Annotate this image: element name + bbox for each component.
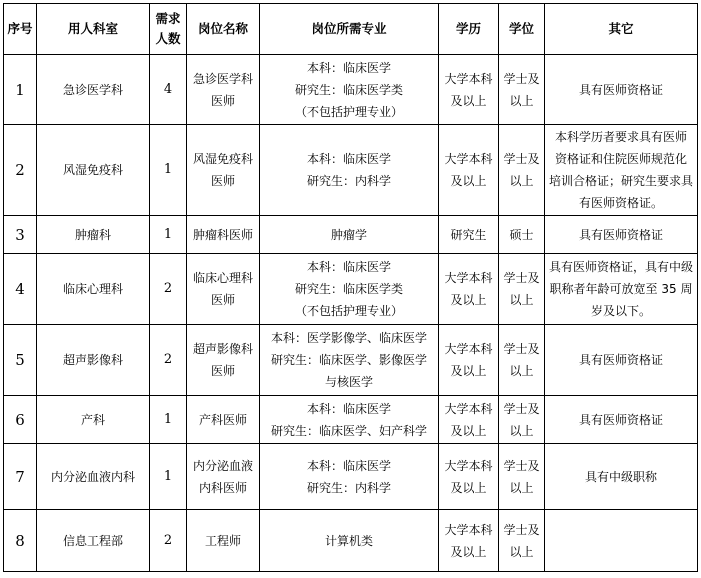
degree-line: 以上 [509,293,534,307]
cell-seq: 8 [4,510,37,572]
degree-line: 学士及 [503,401,540,416]
position-line: 急诊医学科 [192,71,253,86]
education-line: 及以上 [450,293,487,307]
education-line: 大学本科 [444,522,493,537]
cell-count: 4 [150,55,187,125]
cell-education [439,396,499,444]
cell-other [545,216,698,254]
education-line: 大学本科 [444,271,493,285]
degree-line: 学士及 [503,152,540,166]
header-seq: 序号 [4,4,37,55]
education-line: 大学本科 [444,401,493,416]
education-line: 研究生 [450,227,487,242]
major-line: 肿瘤学 [330,227,367,242]
cell-dept: 风湿免疫科 [37,125,150,216]
major-line: 研究生：临床医学类 [294,282,403,296]
major-line: 计算机类 [324,533,373,548]
cell-seq: 5 [4,325,37,396]
major-line: 研究生：临床医学类 [294,82,403,97]
degree-line: 以上 [509,364,534,378]
cell-dept: 信息工程部 [37,510,150,572]
cell-degree [499,216,545,254]
major-line: 本科：临床医学 [306,458,391,473]
degree-line: 以上 [509,544,534,559]
cell-education [439,510,499,572]
cell-education [439,55,499,125]
cell-dept: 超声影像科 [37,325,150,396]
cell-position [187,55,260,125]
degree-line: 硕士 [509,227,534,242]
cell-dept: 急诊医学科 [37,55,150,125]
table-row [4,216,698,254]
table-row [4,396,698,444]
cell-degree [499,444,545,510]
other-line: 岁及以下。 [590,304,651,318]
recruitment-table [3,3,698,572]
cell-other [545,254,698,325]
cell-major [260,254,439,325]
cell-dept: 内分泌血液内科 [37,444,150,510]
cell-other [545,55,698,125]
cell-position [187,325,260,396]
header-other: 其它 [545,4,698,55]
cell-position [187,254,260,325]
other-line: 资格证和住院医师规范化 [554,152,687,166]
other-line: 具有医师资格证 [578,412,663,427]
table-row [4,55,698,125]
header-count-line2: 人数 [155,31,181,46]
cell-education [439,254,499,325]
degree-line: 学士及 [503,522,540,537]
cell-education [439,325,499,396]
cell-seq: 2 [4,125,37,216]
cell-major [260,396,439,444]
other-line: 具有医师资格证，具有中级 [548,260,693,274]
cell-major [260,216,439,254]
cell-count: 1 [150,396,187,444]
header-education: 学历 [439,4,499,55]
degree-line: 以上 [509,174,534,188]
position-line: 临床心理科 [192,271,253,285]
cell-degree [499,55,545,125]
cell-seq: 1 [4,55,37,125]
cell-degree [499,254,545,325]
cell-degree [499,510,545,572]
header-count [150,4,187,55]
cell-other [545,325,698,396]
table-row [4,125,698,216]
other-line: 具有医师资格证 [578,227,663,242]
position-line: 医师 [210,293,235,307]
header-position: 岗位名称 [187,4,260,55]
education-line: 及以上 [450,174,487,188]
degree-line: 学士及 [503,71,540,86]
degree-line: 学士及 [503,342,540,356]
position-line: 医师 [210,364,235,378]
education-line: 及以上 [450,544,487,559]
degree-line: 以上 [509,480,534,495]
position-line: 医师 [210,93,235,108]
education-line: 及以上 [450,93,487,108]
major-line: 本科：临床医学 [306,401,391,416]
degree-line: 学士及 [503,458,540,473]
education-line: 及以上 [450,480,487,495]
cell-position [187,396,260,444]
position-line: 产科医师 [198,412,247,427]
position-line: 肿瘤科医师 [192,227,253,242]
major-line: 本科：医学影像学、临床医学 [270,331,427,345]
header-major: 岗位所需专业 [260,4,439,55]
table-body [4,55,698,572]
cell-education [439,216,499,254]
cell-dept: 肿瘤科 [37,216,150,254]
major-line: 本科：临床医学 [306,60,391,75]
cell-other [545,396,698,444]
education-line: 及以上 [450,423,487,438]
cell-seq: 3 [4,216,37,254]
cell-position [187,216,260,254]
cell-other [545,444,698,510]
header-degree: 学位 [499,4,545,55]
header-row [4,4,698,55]
degree-line: 以上 [509,423,534,438]
table-row [4,325,698,396]
cell-dept: 临床心理科 [37,254,150,325]
education-line: 大学本科 [444,71,493,86]
header-dept: 用人科室 [37,4,150,55]
position-line: 医师 [210,174,235,188]
table-row [4,510,698,572]
cell-seq: 4 [4,254,37,325]
other-line: 具有医师资格证 [578,353,663,367]
other-line: 具有中级职称 [584,469,657,484]
table-row [4,444,698,510]
major-line: （不包括护理专业） [294,304,403,318]
cell-count: 1 [150,125,187,216]
position-line: 内科医师 [198,480,247,495]
other-line: 职称者年龄可放宽至 35 周 [549,282,693,296]
cell-major [260,444,439,510]
position-line: 内分泌血液 [192,458,253,473]
major-line: 研究生：临床医学、影像医学 [270,353,427,367]
cell-education [439,444,499,510]
degree-line: 以上 [509,93,534,108]
cell-education [439,125,499,216]
education-line: 大学本科 [444,152,493,166]
other-line: 培训合格证；研究生要求具 [548,174,693,188]
education-line: 及以上 [450,364,487,378]
position-line: 超声影像科 [192,342,253,356]
cell-major [260,510,439,572]
cell-major [260,325,439,396]
other-line: 具有医师资格证 [578,82,663,97]
cell-degree [499,396,545,444]
cell-other [545,510,698,572]
major-line: 研究生：内科学 [306,174,391,188]
cell-count: 2 [150,254,187,325]
other-line: 本科学历者要求具有医师 [554,130,687,144]
cell-count: 2 [150,510,187,572]
cell-position [187,444,260,510]
cell-count: 2 [150,325,187,396]
cell-seq: 6 [4,396,37,444]
other-line: 有医师资格证。 [578,196,663,210]
major-line: 本科：临床医学 [306,152,391,166]
cell-position [187,125,260,216]
table-row [4,254,698,325]
major-line: 本科：临床医学 [306,260,391,274]
cell-position [187,510,260,572]
cell-other [545,125,698,216]
education-line: 大学本科 [444,342,493,356]
header-count-line1: 需求 [155,11,181,26]
major-line: 研究生：内科学 [306,480,391,495]
major-line: 与核医学 [324,375,373,389]
position-line: 工程师 [204,533,241,548]
cell-seq: 7 [4,444,37,510]
cell-count: 1 [150,444,187,510]
cell-major [260,125,439,216]
major-line: （不包括护理专业） [294,104,403,119]
cell-degree [499,325,545,396]
education-line: 大学本科 [444,458,493,473]
degree-line: 学士及 [503,271,540,285]
cell-degree [499,125,545,216]
cell-count: 1 [150,216,187,254]
major-line: 研究生：临床医学、妇产科学 [270,423,427,438]
cell-major [260,55,439,125]
position-line: 风湿免疫科 [192,152,253,166]
cell-dept: 产科 [37,396,150,444]
